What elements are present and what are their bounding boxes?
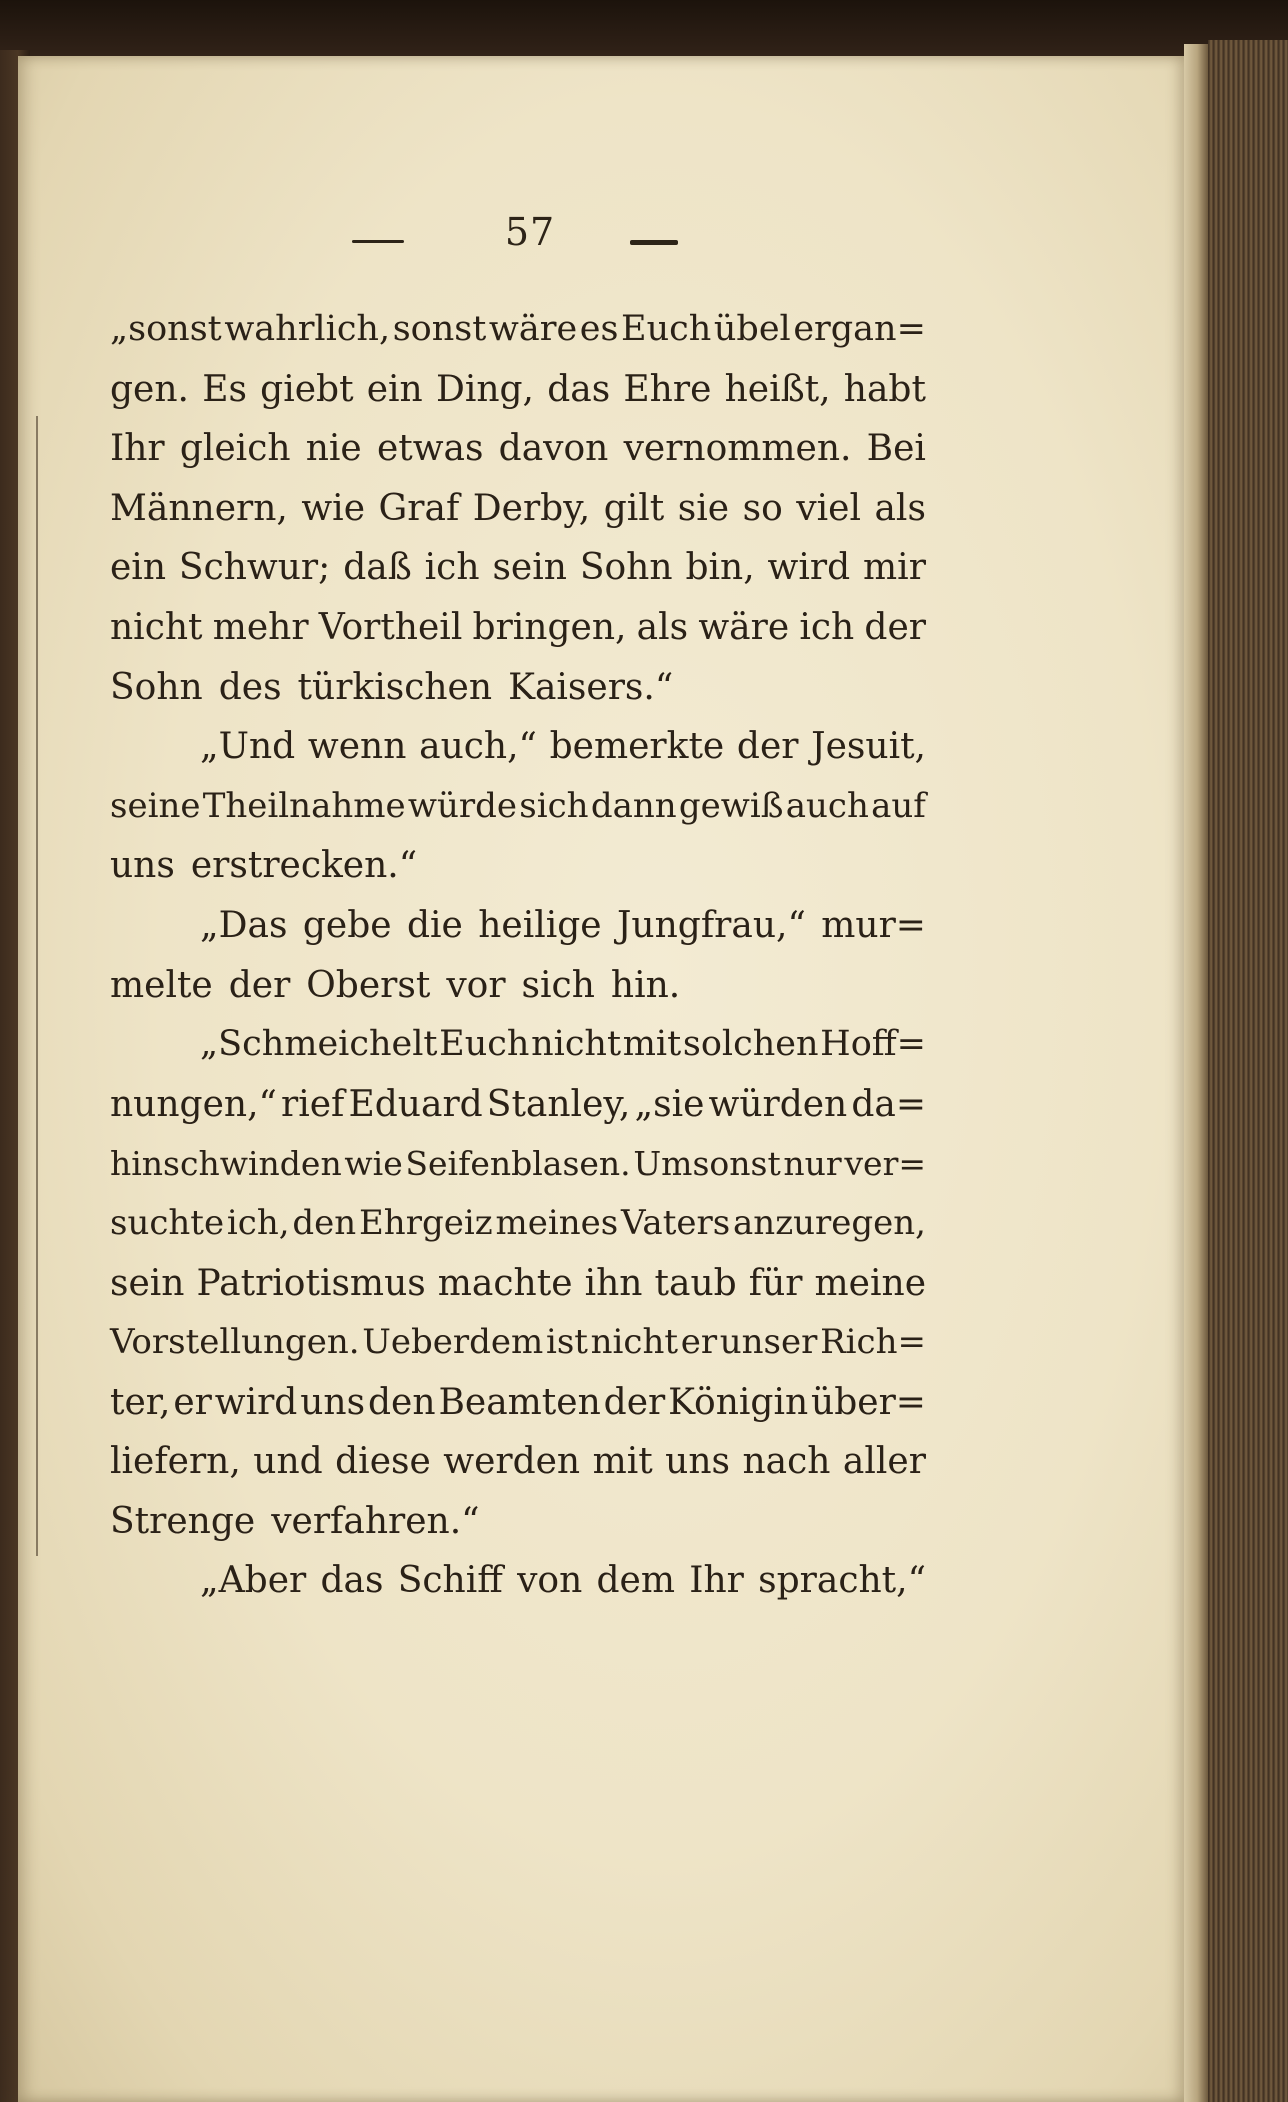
text-line: gen. Es giebt ein Ding, das Ehre heißt, habt [110,368,926,410]
text-line: „Schmeichelt Euch nicht mit solchen Hoff= [200,1024,926,1065]
header-dash-left [352,240,404,243]
gutter-shadow-line [36,416,38,1556]
text-line: Strenge verfahren.“ [110,1500,480,1542]
text-line: liefern, und diese werden mit uns nach aller [110,1441,926,1483]
page-block-edge [1208,40,1288,2102]
text-line: ein Schwur; daß ich sein Sohn bin, wird mir [110,547,926,589]
text-line: nungen,“ rief Eduard Stanley, „sie würden da= [110,1083,926,1125]
page-number: 57 [504,210,556,254]
text-line: sein Patriotismus machte ihn taub für meine [110,1262,926,1304]
text-line: „Das gebe die heilige Jungfrau,“ mur= [200,904,926,946]
text-line: melte der Oberst vor sich hin. [110,964,681,1006]
page-edge-shadow [1184,44,1208,2102]
text-line: hinschwinden wie Seifenblasen. Umsonst nur ver= [110,1144,926,1184]
text-line: nicht mehr Vortheil bringen, als wäre ich der [110,606,926,648]
text-line: Ihr gleich nie etwas davon vernommen. Bei [110,428,926,470]
page-header [110,210,930,270]
header-dash-right [630,240,678,245]
text-line: ter, er wird uns den Beamten der Königin über= [110,1381,926,1423]
body-text [110,300,926,1611]
text-line: „sonst wahrlich, sonst wäre es Euch übel ergan= [110,309,926,349]
text-line: seine Theilnahme würde sich dann gewiß auch auf [110,785,926,826]
text-line: uns erstrecken.“ [110,845,418,887]
text-line: Vorstellungen. Ueberdem ist nicht er unser Rich= [110,1322,926,1363]
text-line: „Und wenn auch,“ bemerkte der Jesuit, [200,726,926,768]
text-line: Männern, wie Graf Derby, gilt sie so viel als [110,487,926,529]
text-line: „Aber das Schiff von dem Ihr spracht,“ [200,1560,926,1602]
text-line: Sohn des türkischen Kaisers.“ [110,666,674,708]
text-line: suchte ich, den Ehrgeiz meines Vaters anzuregen, [110,1202,926,1243]
